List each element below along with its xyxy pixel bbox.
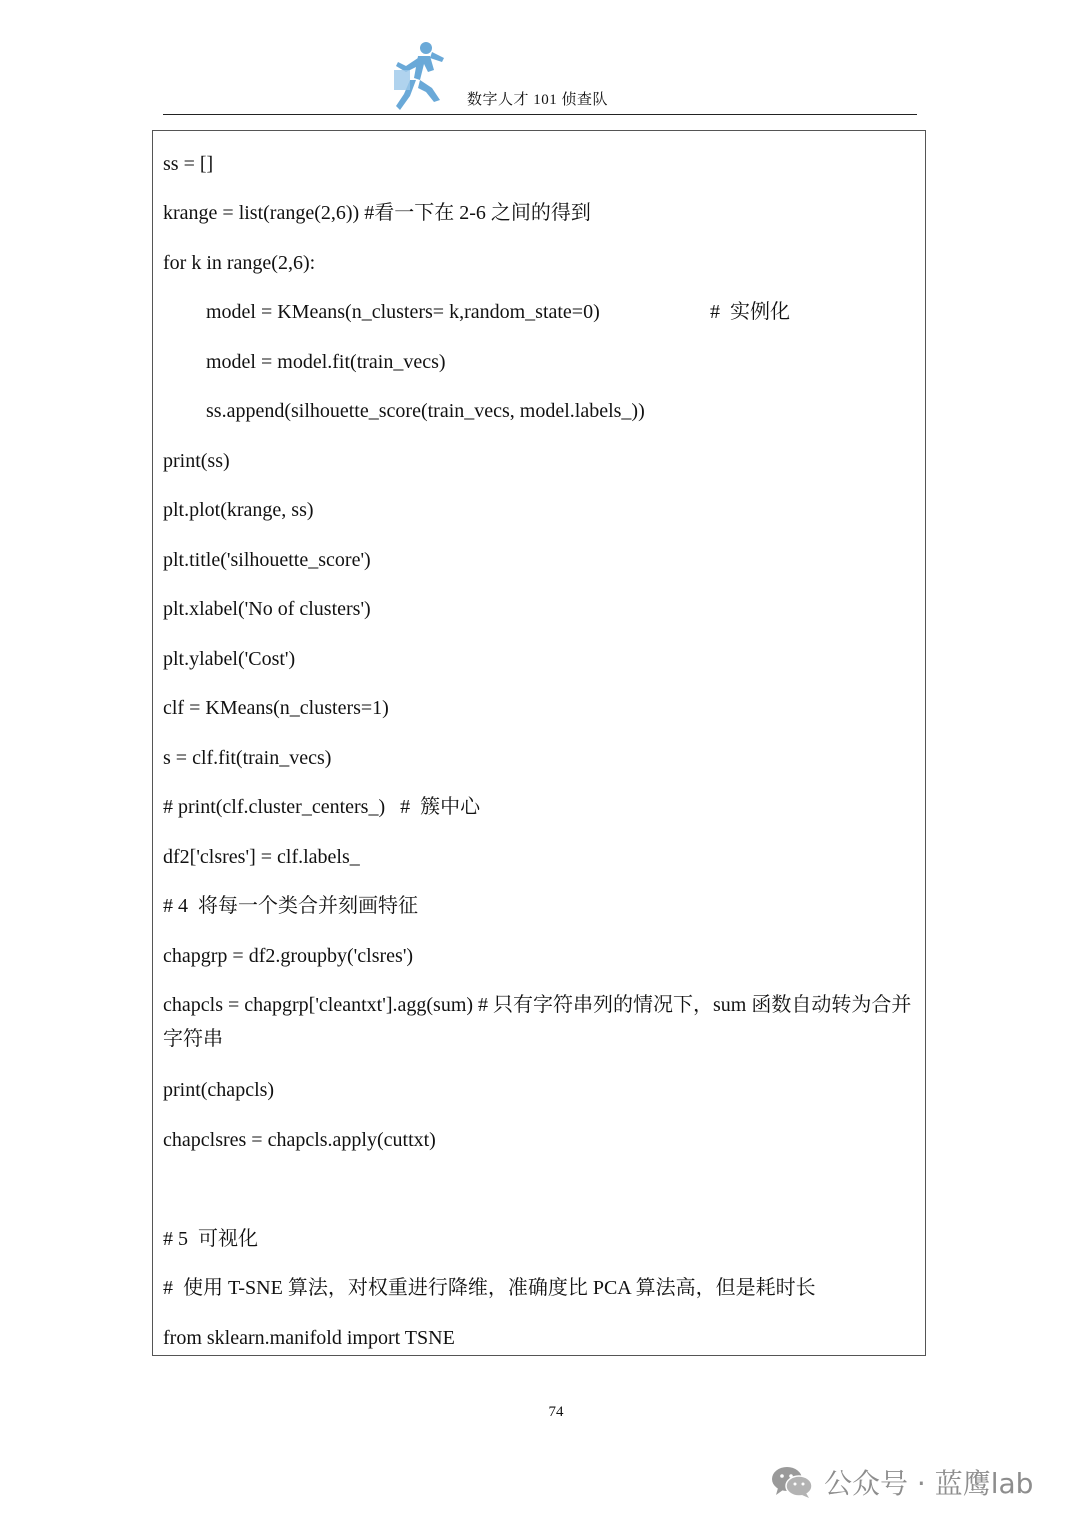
header-title: 数字人才 101 侦查队 — [467, 92, 609, 108]
code-line: # print(clf.cluster_centers_) # 簇中心 — [163, 796, 481, 818]
watermark — [770, 1462, 1033, 1502]
code-line: model = KMeans(n_clusters= k,random_state=0) — [206, 301, 600, 323]
page-number: 74 — [548, 1404, 564, 1420]
inline-comment: # 实例化 — [710, 301, 790, 323]
runner-logo-icon — [388, 40, 448, 116]
code-line: plt.title('silhouette_score') — [163, 549, 371, 571]
code-line: model = model.fit(train_vecs) — [206, 351, 446, 373]
code-line: s = clf.fit(train_vecs) — [163, 747, 332, 769]
code-line: from sklearn.manifold import TSNE — [163, 1327, 455, 1349]
wechat-icon — [770, 1464, 814, 1500]
header-divider — [163, 114, 917, 115]
code-line: plt.xlabel('No of clusters') — [163, 598, 371, 620]
code-line: chapgrp = df2.groupby('clsres') — [163, 945, 414, 967]
code-line: # 5 可视化 — [163, 1228, 258, 1250]
code-line: ss.append(silhouette_score(train_vecs, model.labels_)) — [206, 400, 645, 422]
watermark-text: 公众号 · 蓝鹰lab — [824, 1467, 1034, 1500]
code-line: plt.ylabel('Cost') — [163, 648, 296, 670]
code-line: chapcls = chapgrp['cleantxt'].agg(sum) # 只有字符串列的情况下，sum 函数自动转为合并字符串 — [163, 994, 912, 1050]
code-line: clf = KMeans(n_clusters=1) — [163, 697, 389, 719]
code-line: # 4 将每一个类合并刻画特征 — [163, 895, 418, 917]
code-line: print(ss) — [163, 450, 230, 472]
code-line: # 使用 T-SNE 算法，对权重进行降维，准确度比 PCA 算法高，但是耗时长 — [163, 1277, 816, 1299]
code-line: for k in range(2,6): — [163, 252, 316, 274]
code-line: print(chapcls) — [163, 1079, 275, 1101]
code-line: df2['clsres'] = clf.labels_ — [163, 846, 360, 868]
code-line: chapclsres = chapcls.apply(cuttxt) — [163, 1129, 436, 1151]
code-line: krange = list(range(2,6)) #看一下在 2-6 之间的得到 — [163, 202, 591, 224]
code-line: plt.plot(krange, ss) — [163, 499, 314, 521]
code-line: ss = [] — [163, 153, 214, 175]
